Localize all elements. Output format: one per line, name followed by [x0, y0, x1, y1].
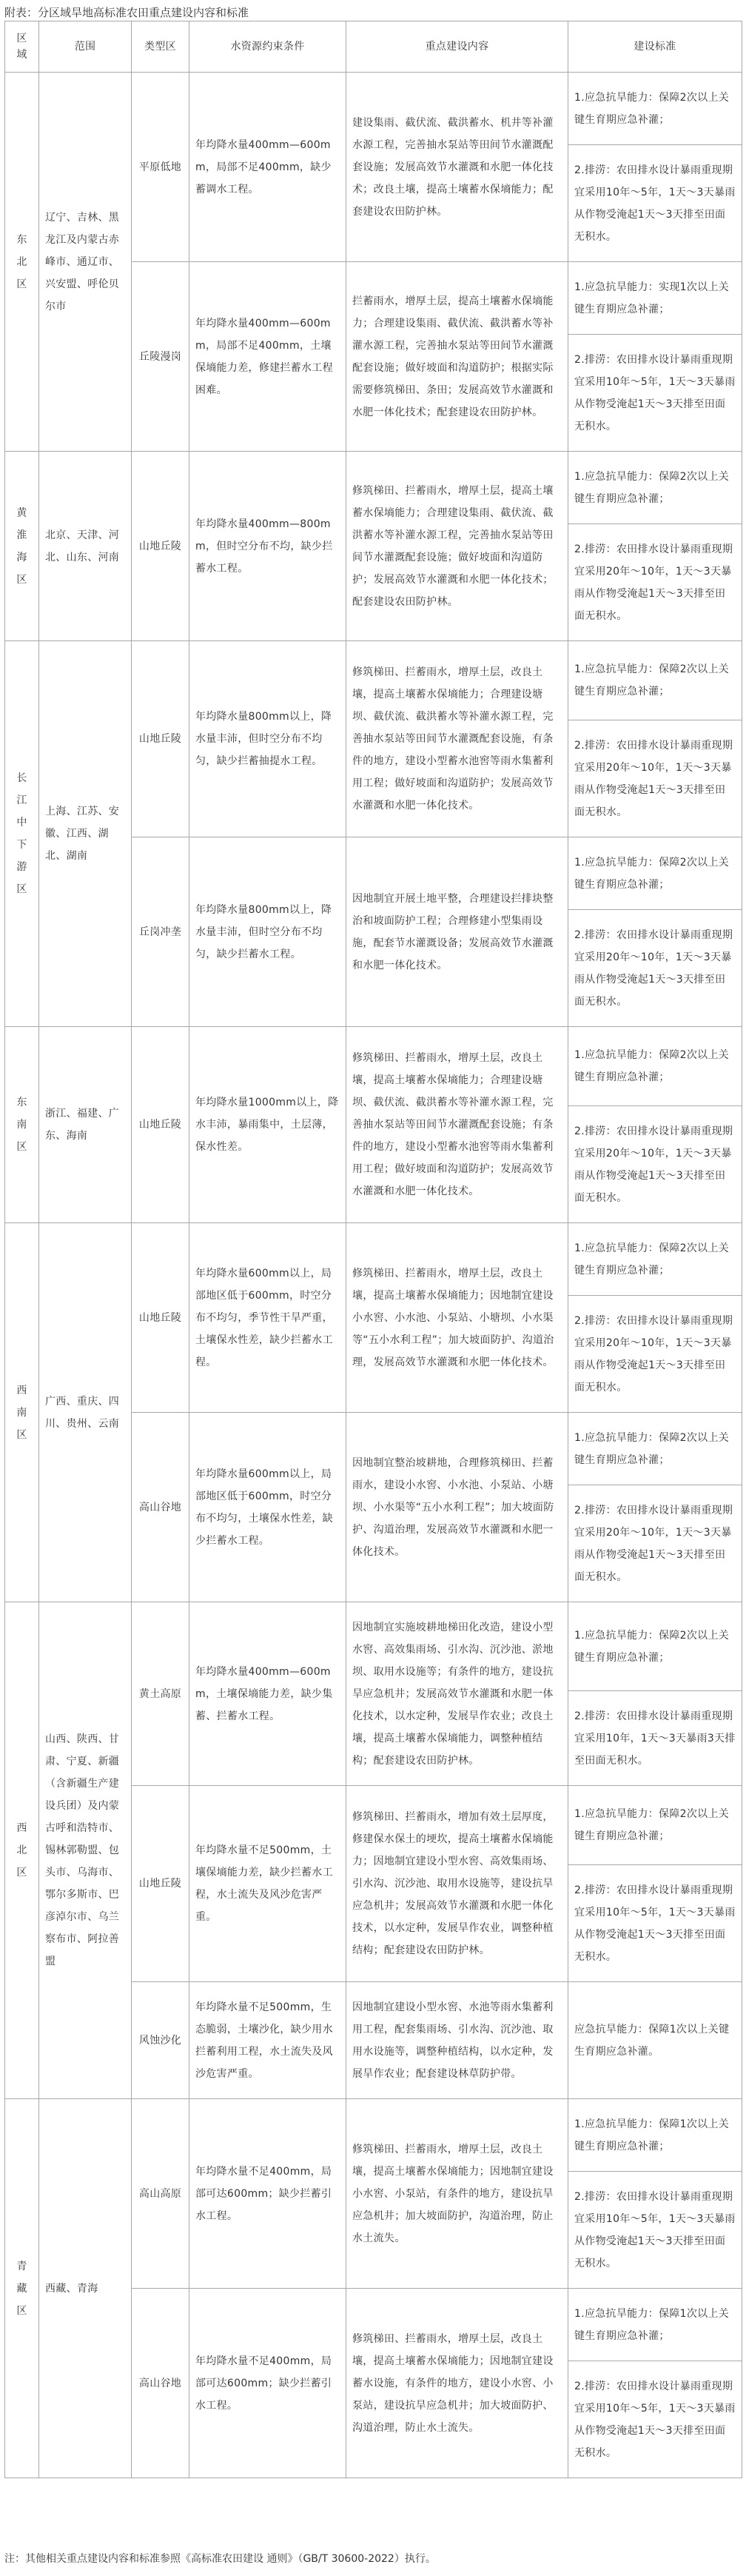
header-water: 水资源约束条件 [189, 21, 346, 73]
water-constraint-cell: 年均降水量400mm—600mm，土壤保墒能力差，缺少集蓄、拦蓄水工程。 [189, 1602, 346, 1786]
key-content-cell: 修筑梯田、拦蓄雨水，增厚土层，改良土壤，提高土壤蓄水保墒能力；因地制宜建设小水窖、小水池、小泵站、小塘坝、小水渠等“五小水利工程”；加大坡面防护、沟道治理，发展高效节水灌溉和水肥一体化技术。 [346, 1223, 568, 1413]
region-name: 东 南 区 [16, 1097, 27, 1153]
type-cell: 山地丘陵 [132, 641, 189, 837]
scope-cell: 山西、陕西、甘肃、宁夏、新疆（含新疆生产建设兵团）及内蒙古呼和浩特市、锡林郭勒盟、包头市、乌海市、鄂尔多斯市、巴彦淖尔市、乌兰察布市、阿拉善盟 [39, 1602, 132, 2099]
table-row [5, 1027, 742, 1106]
scope-cell: 广西、重庆、四川、贵州、云南 [39, 1223, 132, 1602]
region-cell [5, 1602, 39, 2099]
region-name: 长 江 中 下 游 区 [16, 772, 27, 895]
standard-cell: 2.排涝：农田排水设计暴雨重现期宜采用20年～10年，1天～3天暴雨从作物受淹起1天～3天排至田面无积水。 [568, 720, 742, 837]
standard-cell: 2.排涝：农田排水设计暴雨重现期宜采用20年～10年，1天～3天暴雨从作物受淹起1天～3天排至田面无积水。 [568, 1485, 742, 1602]
water-constraint-cell: 年均降水量不足400mm，局部可达600mm；缺少拦蓄引水工程。 [189, 2099, 346, 2289]
header-scope: 范围 [39, 21, 132, 73]
standard-cell: 2.排涝：农田排水设计暴雨重现期宜采用20年～10年，1天～3天暴雨从作物受淹起1天～3天排至田面无积水。 [568, 1296, 742, 1413]
standard-cell: 1.应急抗旱能力：保障2次以上关键生育期应急补灌； [568, 73, 742, 145]
type-cell: 丘陵漫岗 [132, 262, 189, 452]
header-standard: 建设标准 [568, 21, 742, 73]
table-row [5, 1602, 742, 1691]
type-cell: 高山高原 [132, 2099, 189, 2289]
water-constraint-cell: 年均降水量400mm—600mm，局部不足400mm，土壤保墒能力差，修建拦蓄水工程困难。 [189, 262, 346, 452]
water-constraint-cell: 年均降水量600mm以上，局部地区低于600mm，时空分布不均匀，季节性干旱严重，土壤保水性差，缺少拦蓄水工程。 [189, 1223, 346, 1413]
header-content: 重点建设内容 [346, 21, 568, 73]
region-name: 青 藏 区 [16, 2260, 27, 2317]
key-content-cell: 因地制宜开展土地平整，合理建设拦排块整治和坡面防护工程；合理修建小型集雨设施，配套节水灌溉设备；发展高效节水灌溉和水肥一体化技术。 [346, 837, 568, 1027]
table-row [5, 452, 742, 524]
scope-cell: 西藏、青海 [39, 2099, 132, 2478]
table-row [5, 1223, 742, 1296]
region-name: 西 北 区 [16, 1822, 27, 1879]
water-constraint-cell: 年均降水量不足400mm，局部可达600mm；缺少拦蓄引水工程。 [189, 2289, 346, 2478]
standard-cell: 1.应急抗旱能力：保障2次以上关键生育期应急补灌； [568, 641, 742, 720]
key-content-cell: 修筑梯田、拦蓄雨水，增厚土层，改良土壤，提高土壤蓄水保墒能力；因地制宜建设小水窖、小泵站，有条件的地方，建设抗旱应急机井；加大坡面防护，沟道治理，防止水土流失。 [346, 2099, 568, 2289]
standard-cell: 1.应急抗旱能力：保障2次以上关键生育期应急补灌； [568, 1413, 742, 1485]
region-cell [5, 1223, 39, 1602]
region-name: 黄 淮 海 区 [16, 506, 27, 586]
water-constraint-cell: 年均降水量1000mm以上，降水丰沛，暴雨集中，土层薄，保水性差。 [189, 1027, 346, 1223]
key-content-cell: 修筑梯田、拦蓄雨水，增加有效土层厚度，修建保水保土的埂坎，提高土壤蓄水保墒能力；因地制宜建设小型水窖、高效集雨场、引水沟、沉沙池、取用水设施等，建设抗旱应急机井；发展高效节水灌溉和水肥一体化技术，以水定种，发展旱作农业，调整种植结构；配套建设农田防护林。 [346, 1786, 568, 1982]
type-cell: 高山谷地 [132, 2289, 189, 2478]
table-row [5, 2099, 742, 2172]
key-content-cell: 因地制宜建设小型水窖、水池等雨水集蓄利用工程，配套集雨场、引水沟、沉沙池、取用水设施等，调整种植结构，以水定种，发展旱作农业；配套建设林草防护带。 [346, 1982, 568, 2099]
table-row [5, 73, 742, 145]
scope-cell: 浙江、福建、广东、海南 [39, 1027, 132, 1223]
region-cell [5, 2099, 39, 2478]
type-cell: 山地丘陵 [132, 452, 189, 641]
key-content-cell: 修筑梯田、拦蓄雨水，增厚土层，提高土壤蓄水保墒能力；合理建设集雨、截伏流、截洪蓄水等补灌水源工程，完善抽水泵站等田间节水灌溉配套设施；做好坡面和沟道防护；发展高效节水灌溉和水肥一体化技术；配套建设农田防护林。 [346, 452, 568, 641]
key-content-cell: 拦蓄雨水，增厚土层，提高土壤蓄水保墒能力；合理建设集雨、截伏流、截洪蓄水等补灌水源工程，完善抽水泵站等田间节水灌溉配套设施；做好坡面和沟道防护；根据实际需要修筑梯田、条田；发展高效节水灌溉和水肥一体化技术；配套建设农田防护林。 [346, 262, 568, 452]
standard-cell: 1.应急抗旱能力：实现1次以上关键生育期应急补灌； [568, 262, 742, 335]
table-row [5, 641, 742, 720]
scope-cell: 上海、江苏、安徽、江西、湖北、湖南 [39, 641, 132, 1027]
standard-cell: 2.排涝：农田排水设计暴雨重现期宜采用20年～10年，1天～3天暴雨从作物受淹起1天～3天排至田面无积水。 [568, 524, 742, 641]
standard-cell: 1.应急抗旱能力：保障1次以上关键生育期应急补灌； [568, 2099, 742, 2172]
water-constraint-cell: 年均降水量不足500mm，生态脆弱，土壤沙化，缺少用水拦蓄利用工程，水土流失及风沙危害严重。 [189, 1982, 346, 2099]
scope-cell: 北京、天津、河北、山东、河南 [39, 452, 132, 641]
water-constraint-cell: 年均降水量不足500mm，土壤保墒能力差，缺少拦蓄水工程，水土流失及风沙危害严重。 [189, 1786, 346, 1982]
region-cell [5, 73, 39, 452]
region-cell [5, 641, 39, 1027]
region-cell [5, 1027, 39, 1223]
standards-table [4, 21, 742, 2478]
region-name: 东 北 区 [16, 233, 27, 290]
key-content-cell: 修筑梯田、拦蓄雨水，增厚土层，改良土壤，提高土壤蓄水保墒能力；因地制宜建设蓄水设施，有条件的地方，建设小水窖、小泵站，建设抗旱应急机井；加大坡面防护、沟道治理，防止水土流失。 [346, 2289, 568, 2478]
type-cell: 山地丘陵 [132, 1223, 189, 1413]
region-cell [5, 452, 39, 641]
region-name: 西 南 区 [16, 1384, 27, 1441]
standard-cell: 2.排涝：农田排水设计暴雨重现期宜采用10年～5年，1天～3天暴雨从作物受淹起1天～3天排至田面无积水。 [568, 2172, 742, 2289]
type-cell: 山地丘陵 [132, 1027, 189, 1223]
standard-cell: 1.应急抗旱能力：保障2次以上关键生育期应急补灌； [568, 1223, 742, 1296]
type-cell: 黄土高原 [132, 1602, 189, 1786]
type-cell: 丘岗冲垄 [132, 837, 189, 1027]
standard-cell: 2.排涝：农田排水设计暴雨重现期宜采用10年～5年，1天～3天暴雨从作物受淹起1天～3天排至田面无积水。 [568, 145, 742, 262]
water-constraint-cell: 年均降水量800mm以上，降水量丰沛，但时空分布不均匀，缺少拦蓄水工程。 [189, 837, 346, 1027]
key-content-cell: 因地制宜实施坡耕地梯田化改造，建设小型水窖、高效集雨场、引水沟、沉沙池、淤地坝、取用水设施等；有条件的地方，建设抗旱应急机井；发展高效节水灌溉和水肥一体化技术，以水定种，发展旱作农业；改良土壤，提高土壤蓄水保墒能力，调整种植结构；配套建设农田防护林。 [346, 1602, 568, 1786]
standard-cell: 2.排涝：农田排水设计暴雨重现期宜采用10年～5年，1天～3天暴雨从作物受淹起1天～3天排至田面无积水。 [568, 2361, 742, 2478]
standard-cell: 2.排涝：农田排水设计暴雨重现期宜采用10年～5年，1天～3天暴雨从作物受淹起1天～3天排至田面无积水。 [568, 1865, 742, 1982]
standard-cell: 2.排涝：农田排水设计暴雨重现期宜采用20年～10年，1天～3天暴雨从作物受淹起1天～3天排至田面无积水。 [568, 910, 742, 1027]
water-constraint-cell: 年均降水量800mm以上，降水量丰沛，但时空分布不均匀，缺少拦蓄抽提水工程。 [189, 641, 346, 837]
water-constraint-cell: 年均降水量600mm以上，局部地区低于600mm，时空分布不均匀，土壤保水性差，缺少拦蓄水工程。 [189, 1413, 346, 1602]
header-region: 区 域 [5, 21, 39, 73]
type-cell: 平原低地 [132, 73, 189, 262]
standard-cell: 1.应急抗旱能力：保障2次以上关键生育期应急补灌； [568, 1602, 742, 1691]
key-content-cell: 建设集雨、截伏流、截洪蓄水、机井等补灌水源工程，完善抽水泵站等田间节水灌溉配套设施；发展高效节水灌溉和水肥一体化技术；改良土壤，提高土壤蓄水保墒能力；配套建设农田防护林。 [346, 73, 568, 262]
standard-cell: 2.排涝：农田排水设计暴雨重现期宜采用10年，1天～3天暴雨3天排至田面无积水。 [568, 1691, 742, 1786]
table-body [5, 73, 742, 2478]
table-caption: 附表：分区域旱地高标准农田重点建设内容和标准 [4, 6, 249, 19]
key-content-cell: 因地制宜整治坡耕地，合理修筑梯田、拦蓄雨水，建设小水窖、小水池、小泵站、小塘坝、小水渠等“五小水利工程”；加大坡面防护、沟道治理，发展高效节水灌溉和水肥一体化技术。 [346, 1413, 568, 1602]
key-content-cell: 修筑梯田、拦蓄雨水，增厚土层，改良土壤，提高土壤蓄水保墒能力；合理建设塘坝、截伏流、截洪蓄水等补灌水源工程，完善抽水泵站等田间节水灌溉配套设施，有条件的地方，建设小型蓄水池窖等雨水集蓄利用工程；做好坡面和沟道防护；发展高效节水灌溉和水肥一体化技术。 [346, 641, 568, 837]
standard-cell: 1.应急抗旱能力：保障2次以上关键生育期应急补灌； [568, 1786, 742, 1865]
standard-cell: 1.应急抗旱能力：保障1次以上关键生育期应急补灌； [568, 2289, 742, 2361]
header-type: 类型区 [132, 21, 189, 73]
standard-cell: 1.应急抗旱能力：保障2次以上关键生育期应急补灌； [568, 452, 742, 524]
type-cell: 高山谷地 [132, 1413, 189, 1602]
type-cell: 风蚀沙化 [132, 1982, 189, 2099]
footer-note: 注：其他相关重点建设内容和标准参照《高标准农田建设 通则》（GB/T 30600-2022）执行。 [4, 2553, 436, 2565]
water-constraint-cell: 年均降水量400mm—600mm，局部不足400mm，缺少蓄调水工程。 [189, 73, 346, 262]
standard-cell: 2.排涝：农田排水设计暴雨重现期宜采用10年～5年，1天～3天暴雨从作物受淹起1天～3天排至田面无积水。 [568, 335, 742, 452]
type-cell: 山地丘陵 [132, 1786, 189, 1982]
scope-cell: 辽宁、吉林、黑龙江及内蒙古赤峰市、通辽市、兴安盟、呼伦贝尔市 [39, 73, 132, 452]
standard-cell: 1.应急抗旱能力：保障2次以上关键生育期应急补灌； [568, 837, 742, 910]
water-constraint-cell: 年均降水量400mm—800mm，但时空分布不均，缺少拦蓄水工程。 [189, 452, 346, 641]
standard-cell: 1.应急抗旱能力：保障2次以上关键生育期应急补灌； [568, 1027, 742, 1106]
key-content-cell: 修筑梯田、拦蓄雨水，增厚土层，改良土壤，提高土壤蓄水保墒能力；合理建设塘坝、截伏流、截洪蓄水等补灌水源工程，完善抽水泵站等田间节水灌溉配套设施；有条件的地方，建设小型蓄水池窖等雨水集蓄利用工程；做好坡面和沟道防护；发展高效节水灌溉和水肥一体化技术。 [346, 1027, 568, 1223]
standard-cell: 应急抗旱能力：保障1次以上关键生育期应急补灌。 [568, 1982, 742, 2099]
standard-cell: 2.排涝：农田排水设计暴雨重现期宜采用20年～10年，1天～3天暴雨从作物受淹起1天～3天排至田面无积水。 [568, 1106, 742, 1223]
table-header-row [5, 21, 742, 73]
